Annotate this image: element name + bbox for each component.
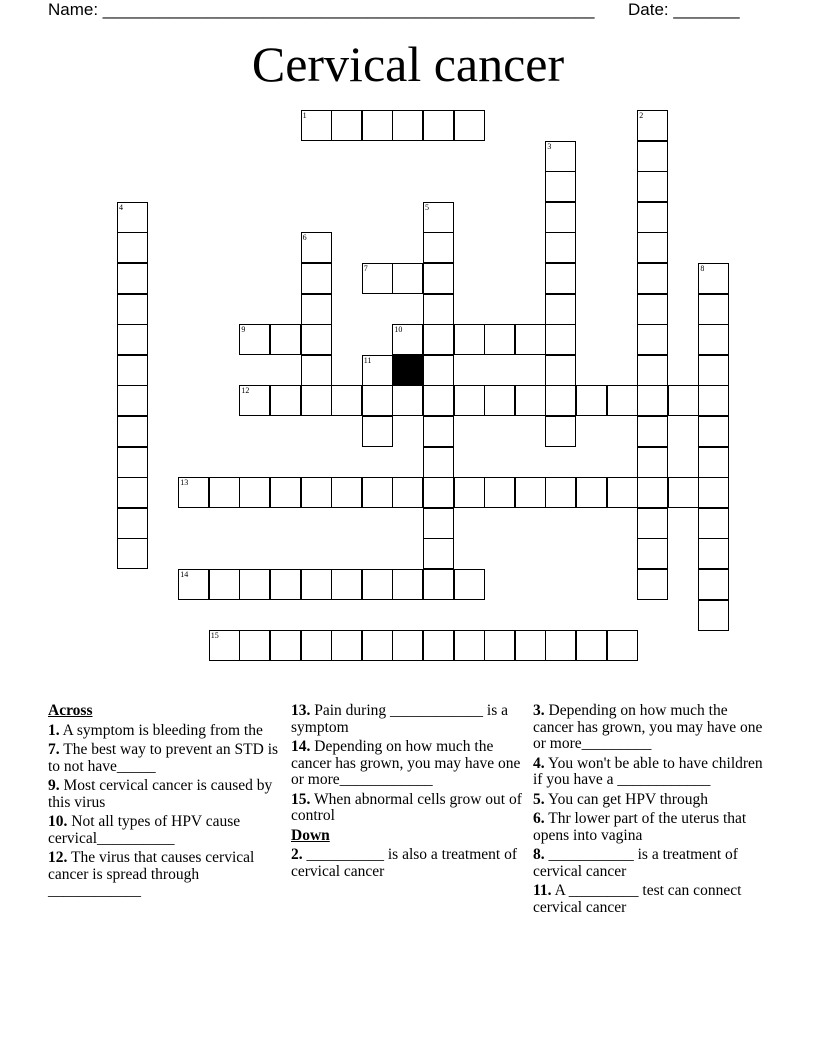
grid-cell[interactable]: [545, 294, 576, 325]
grid-cell[interactable]: [117, 324, 148, 355]
clue-down-5: 5. You can get HPV through: [533, 790, 708, 808]
across-heading: Across: [48, 702, 93, 719]
clue-down-11: 11. A _________ test can connect cervical cancer: [533, 882, 742, 916]
grid-cell[interactable]: [117, 385, 148, 416]
grid-cell[interactable]: [454, 477, 485, 508]
grid-cell[interactable]: [637, 355, 668, 386]
grid-cell[interactable]: [423, 110, 454, 141]
clue-number: 2: [639, 111, 644, 120]
grid-cell[interactable]: [454, 569, 485, 600]
grid-cell[interactable]: [484, 385, 515, 416]
grid-cell[interactable]: [545, 630, 576, 661]
grid-cell[interactable]: [239, 385, 270, 416]
grid-cell[interactable]: [545, 324, 576, 355]
grid-cell[interactable]: [545, 202, 576, 233]
grid-cell[interactable]: [698, 447, 729, 478]
grid-cell[interactable]: [637, 385, 668, 416]
grid-cell[interactable]: [698, 294, 729, 325]
grid-cell[interactable]: [423, 477, 454, 508]
grid-cell[interactable]: [484, 630, 515, 661]
grid-cell[interactable]: [545, 355, 576, 386]
grid-cell[interactable]: [301, 110, 332, 141]
clue-number: 9: [241, 325, 246, 335]
grid-cell[interactable]: [423, 569, 454, 600]
grid-cell[interactable]: [209, 477, 240, 508]
grid-cell[interactable]: [423, 385, 454, 416]
grid-cell[interactable]: [270, 477, 301, 508]
grid-cell[interactable]: [637, 202, 668, 233]
clue-column-2: [291, 703, 527, 883]
grid-cell[interactable]: [423, 202, 454, 233]
grid-cell[interactable]: [637, 294, 668, 325]
grid-cell[interactable]: [117, 202, 148, 233]
grid-cell[interactable]: [454, 324, 485, 355]
down-heading: Down: [291, 826, 330, 844]
clue-number: 4: [119, 202, 123, 212]
grid-cell[interactable]: [515, 385, 546, 416]
grid-cell[interactable]: [178, 477, 209, 508]
clue-down-6: 6. Thr lower part of the uterus that opens into vagina: [533, 810, 747, 844]
clue-across-10: 10. Not all types of HPV cause cervical__________: [48, 813, 241, 847]
grid-cell[interactable]: [423, 324, 454, 355]
grid-cell[interactable]: [576, 630, 607, 661]
grid-cell[interactable]: [117, 416, 148, 447]
clue-column-1: [48, 703, 284, 903]
clue-number: 13: [180, 478, 189, 488]
grid-cell[interactable]: [423, 232, 454, 263]
grid-cell[interactable]: [423, 294, 454, 325]
clue-number: 10: [394, 325, 403, 335]
grid-cell[interactable]: [209, 569, 240, 600]
grid-cell[interactable]: [239, 569, 270, 600]
clue-down-2: 2. __________ is also a treatment of cervical cancer: [291, 846, 517, 880]
grid-cell[interactable]: [576, 385, 607, 416]
grid-cell[interactable]: [392, 263, 423, 294]
grid-cell[interactable]: [392, 569, 423, 600]
grid-cell[interactable]: [301, 263, 332, 294]
grid-cell[interactable]: [607, 477, 638, 508]
grid-cell[interactable]: [301, 355, 332, 386]
grid-cell[interactable]: [178, 569, 209, 600]
clue-across-14: 14. Depending on how much the cancer has grown, you may have one or more____________: [291, 738, 521, 788]
clue-across-15: 15. When abnormal cells grow out of control: [291, 790, 522, 824]
grid-cell-blocked: [392, 355, 423, 386]
grid-cell[interactable]: [637, 110, 668, 141]
clue-number: 15: [210, 631, 219, 641]
grid-cell[interactable]: [362, 477, 393, 508]
grid-cell[interactable]: [239, 477, 270, 508]
clue-down-3: 3. Depending on how much the cancer has grown, you may have one or more_________: [533, 702, 763, 752]
grid-cell[interactable]: [698, 538, 729, 569]
grid-cell[interactable]: [362, 355, 393, 386]
grid-cell[interactable]: [239, 630, 270, 661]
grid-cell[interactable]: [423, 447, 454, 478]
grid-cell[interactable]: [698, 355, 729, 386]
grid-cell[interactable]: [637, 508, 668, 539]
grid-cell[interactable]: [239, 324, 270, 355]
grid-cell[interactable]: [301, 477, 332, 508]
grid-cell[interactable]: [668, 477, 699, 508]
grid-cell[interactable]: [209, 630, 240, 661]
grid-cell[interactable]: [698, 263, 729, 294]
grid-cell[interactable]: [362, 263, 393, 294]
grid-cell[interactable]: [301, 569, 332, 600]
clue-number: 6: [302, 233, 307, 243]
clue-number: 12: [241, 386, 250, 396]
grid-cell[interactable]: [484, 324, 515, 355]
clue-number: 14: [180, 570, 189, 579]
clue-number: 11: [363, 355, 372, 365]
grid-cell[interactable]: [423, 263, 454, 294]
name-field-label: Name: ____________________________________________________: [48, 0, 595, 19]
grid-cell[interactable]: [331, 630, 362, 661]
clue-across-13: 13. Pain during ____________ is a symptom: [291, 702, 508, 736]
clue-across-12: 12. The virus that causes cervical cancer is spread through ____________: [48, 849, 255, 899]
grid-cell[interactable]: [423, 355, 454, 386]
grid-cell[interactable]: [301, 385, 332, 416]
clue-number: 3: [547, 141, 552, 151]
grid-cell[interactable]: [331, 477, 362, 508]
grid-cell[interactable]: [637, 477, 668, 508]
grid-cell[interactable]: [117, 538, 148, 569]
grid-cell[interactable]: [698, 600, 729, 631]
grid-cell[interactable]: [423, 416, 454, 447]
grid-cell[interactable]: [454, 110, 485, 141]
grid-cell[interactable]: [331, 110, 362, 141]
grid-cell[interactable]: [515, 477, 546, 508]
clue-across-7: 7. The best way to prevent an STD is to not have_____: [48, 741, 279, 775]
grid-cell[interactable]: [362, 630, 393, 661]
grid-cell[interactable]: [117, 508, 148, 539]
grid-cell[interactable]: [637, 232, 668, 263]
grid-cell[interactable]: [698, 385, 729, 416]
grid-cell[interactable]: [117, 232, 148, 263]
grid-cell[interactable]: [545, 416, 576, 447]
grid-cell[interactable]: [392, 477, 423, 508]
clue-down-4: 4. You won't be able to have children if you have a ____________: [533, 754, 763, 788]
grid-cell[interactable]: [270, 569, 301, 600]
date-field-label: Date: _______: [628, 0, 740, 19]
grid-cell[interactable]: [454, 630, 485, 661]
grid-cell[interactable]: [545, 477, 576, 508]
grid-cell[interactable]: [545, 263, 576, 294]
grid-cell[interactable]: [423, 538, 454, 569]
grid-cell[interactable]: [668, 385, 699, 416]
grid-cell[interactable]: [637, 324, 668, 355]
clue-across-9: 9. Most cervical cancer is caused by this virus: [48, 777, 273, 811]
grid-cell[interactable]: [117, 355, 148, 386]
grid-cell[interactable]: [362, 110, 393, 141]
grid-cell[interactable]: [117, 477, 148, 508]
clue-down-8: 8. ___________ is a treatment of cervical cancer: [533, 846, 738, 880]
grid-cell[interactable]: [515, 630, 546, 661]
grid-cell[interactable]: [607, 385, 638, 416]
grid-cell[interactable]: [545, 141, 576, 172]
grid-cell[interactable]: [270, 324, 301, 355]
grid-cell[interactable]: [423, 630, 454, 661]
grid-cell[interactable]: [392, 385, 423, 416]
clue-number: 8: [700, 264, 705, 273]
grid-cell[interactable]: [545, 171, 576, 202]
grid-cell[interactable]: [117, 294, 148, 325]
grid-cell[interactable]: [362, 385, 393, 416]
grid-cell[interactable]: [637, 416, 668, 447]
grid-cell[interactable]: [637, 141, 668, 172]
grid-cell[interactable]: [301, 630, 332, 661]
grid-cell[interactable]: [392, 324, 423, 355]
grid-cell[interactable]: [545, 232, 576, 263]
grid-cell[interactable]: [331, 569, 362, 600]
grid-cell[interactable]: [515, 324, 546, 355]
grid-cell[interactable]: [637, 569, 668, 600]
grid-cell[interactable]: [484, 477, 515, 508]
page-title: Cervical cancer: [251, 36, 565, 92]
grid-cell[interactable]: [698, 569, 729, 600]
grid-cell[interactable]: [331, 385, 362, 416]
clue-number: 7: [363, 264, 368, 273]
grid-cell[interactable]: [392, 110, 423, 141]
clue-across-1: 1. A symptom is bleeding from the: [48, 721, 263, 739]
grid-cell[interactable]: [392, 630, 423, 661]
clue-number: 5: [425, 202, 429, 212]
clue-column-3: [533, 703, 769, 919]
grid-cell[interactable]: [270, 385, 301, 416]
clue-number: 1: [302, 111, 307, 120]
grid-cell[interactable]: [362, 416, 393, 447]
grid-cell[interactable]: [117, 263, 148, 294]
grid-cell[interactable]: [637, 538, 668, 569]
grid-cell[interactable]: [698, 324, 729, 355]
grid-cell[interactable]: [637, 263, 668, 294]
grid-cell[interactable]: [698, 416, 729, 447]
grid-cell[interactable]: [454, 385, 485, 416]
grid-cell[interactable]: [545, 385, 576, 416]
grid-cell[interactable]: [270, 630, 301, 661]
grid-cell[interactable]: [301, 232, 332, 263]
grid-cell[interactable]: [698, 477, 729, 508]
grid-cell[interactable]: [301, 324, 332, 355]
grid-cell[interactable]: [607, 630, 638, 661]
grid-cell[interactable]: [362, 569, 393, 600]
grid-cell[interactable]: [698, 508, 729, 539]
grid-cell[interactable]: [637, 447, 668, 478]
grid-cell[interactable]: [637, 171, 668, 202]
grid-cell[interactable]: [301, 294, 332, 325]
grid-cell[interactable]: [423, 508, 454, 539]
grid-cell[interactable]: [117, 447, 148, 478]
grid-cell[interactable]: [576, 477, 607, 508]
